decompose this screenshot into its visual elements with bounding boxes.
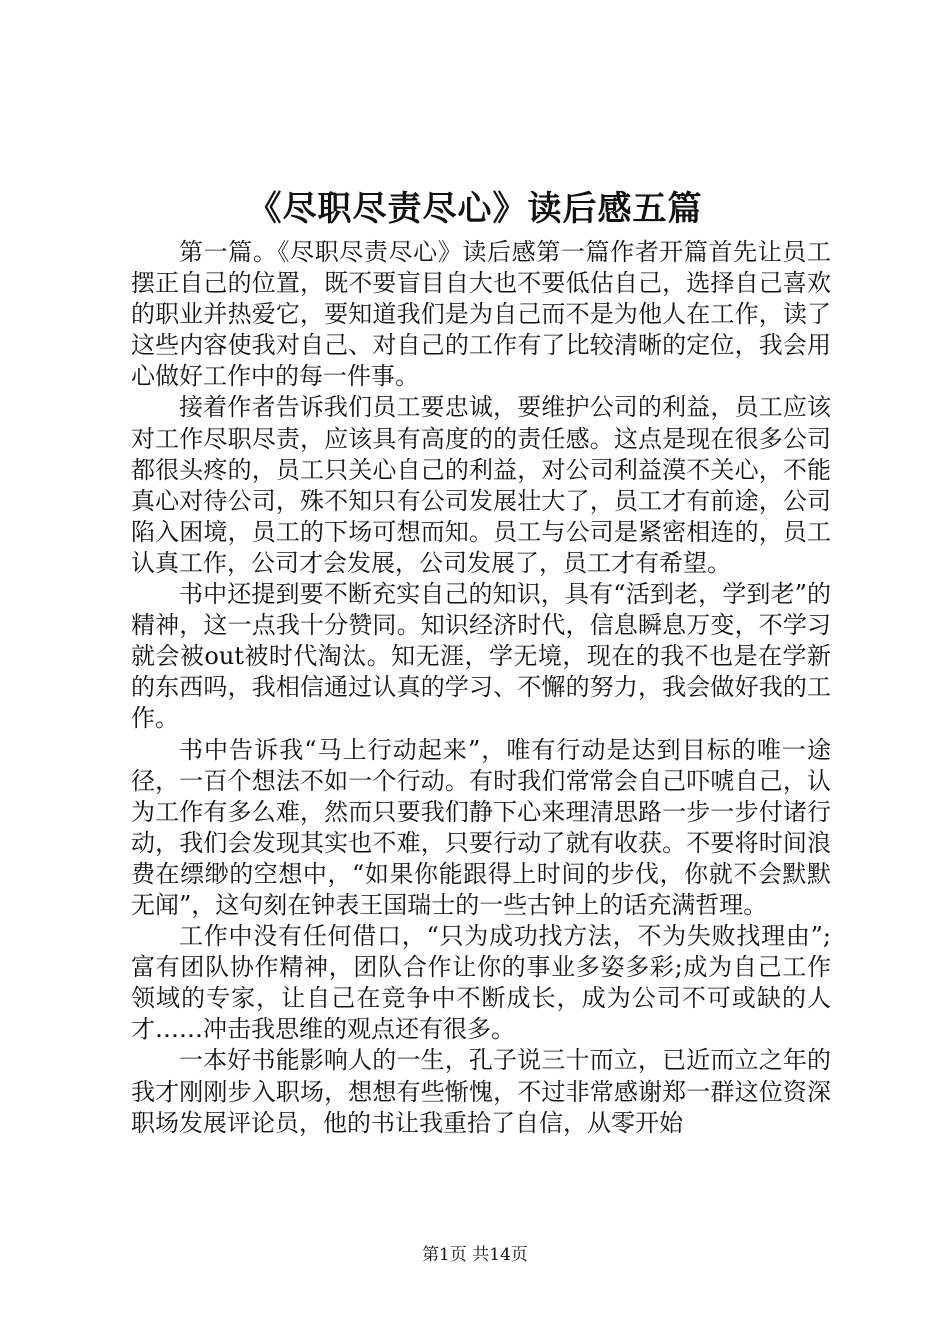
document-title: 《尽职尽责尽心》读后感五篇: [247, 189, 703, 229]
paragraph-2: 接着作者告诉我们员工要忠诚，要维护公司的利益，员工应该对工作尽职尽责，应该具有高度的的责任感。这点是现在很多公司都很头疼的，员工只关心自己的利益，对公司利益漠不关心，不能真心对待公司，殊不知只有公司发展壮大了，员工才有前途，公司陷入困境，员工的下场可想而知。员工与公司是紧密相连的，员工认真工作，公司才会发展，公司发展了，员工才有希望。: [131, 393, 831, 577]
paragraph-6: 一本好书能影响人的一生，孔子说三十而立，已近而立之年的我才刚刚步入职场，想想有些惭愧，不过非常感谢郑一群这位资深职场发展评论员，他的书让我重拾了自信，从零开始: [131, 1046, 831, 1137]
page-number-footer: 第1页 共14页: [422, 1245, 528, 1265]
paragraph-3: 书中还提到要不断充实自己的知识，具有“活到老，学到老”的精神，这一点我十分赞同。知识经济时代，信息瞬息万变，不学习就会被out被时代淘汰。知无涯，学无境，现在的我不也是在学新的东西吗，我相信通过认真的学习、不懈的努力，我会做好我的工作。: [131, 580, 831, 733]
paragraph-1: 第一篇。《尽职尽责尽心》读后感第一篇作者开篇首先让员工摆正自己的位置，既不要盲目自大也不要低估自己，选择自己喜欢的职业并热爱它，要知道我们是为自己而不是为他人在工作，读了这些内容使我对自己、对自己的工作有了比较清晰的定位，我会用心做好工作中的每一件事。: [131, 238, 831, 391]
paragraph-5: 工作中没有任何借口，“只为成功找方法，不为失败找理由”;富有团队协作精神，团队合作让你的事业多姿多彩;成为自己工作领域的专家，让自己在竞争中不断成长，成为公司不可或缺的人才……冲击我思维的观点还有很多。: [131, 922, 831, 1044]
document-body: [131, 237, 831, 1139]
paragraph-4: 书中告诉我“马上行动起来”，唯有行动是达到目标的唯一途径，一百个想法不如一个行动。有时我们常常会自己吓唬自己，认为工作有多么难，然而只要我们静下心来理清思路一步一步付诸行动，我们会发现其实也不难，只要行动了就有收获。不要将时间浪费在缥缈的空想中，“如果你能跟得上时间的步伐，你就不会默默无闻”，这句刻在钟表王国瑞士的一些古钟上的话充满哲理。: [131, 735, 831, 919]
